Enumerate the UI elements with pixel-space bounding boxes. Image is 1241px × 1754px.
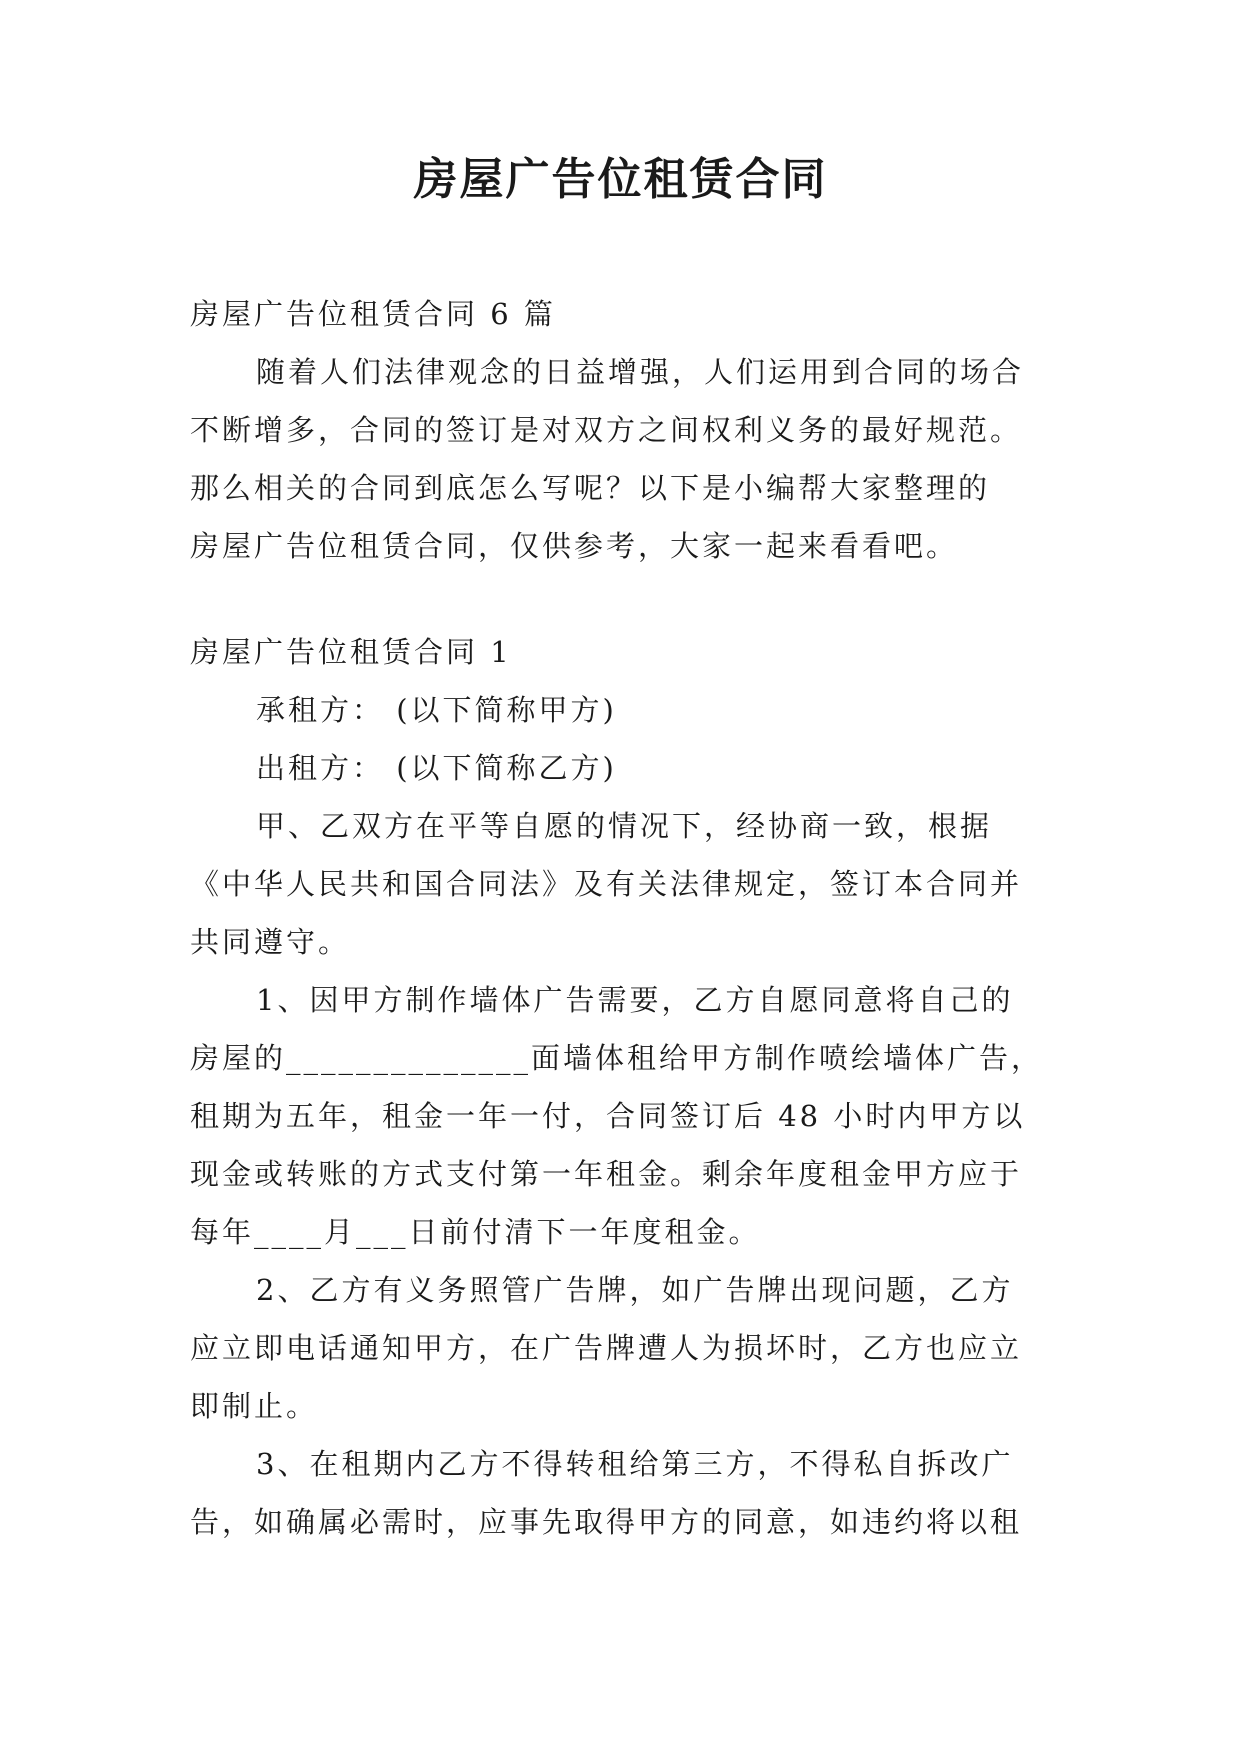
- paragraph-line: 即制止。: [190, 1389, 319, 1423]
- paragraph-line: 告，如确属必需时，应事先取得甲方的同意，如违约将以租: [190, 1505, 1023, 1539]
- paragraph-line: 2、乙方有义务照管广告牌，如广告牌出现问题，乙方: [256, 1273, 1014, 1307]
- document-title: 房屋广告位租赁合同: [413, 154, 828, 205]
- paragraph-line: 每年____月___日前付清下一年度租金。: [190, 1215, 761, 1249]
- paragraph-line: 共同遵守。: [190, 925, 351, 959]
- lessor-line: 出租方： (以下简称乙方): [256, 751, 617, 785]
- paragraph-line: 甲、乙双方在平等自愿的情况下，经协商一致，根据: [256, 809, 993, 843]
- paragraph-line: 租期为五年，租金一年一付，合同签订后 48 小时内甲方以: [190, 1099, 1026, 1133]
- intro-paragraph: [190, 343, 1060, 575]
- paragraph-line: 现金或转账的方式支付第一年租金。剩余年度租金甲方应于: [190, 1157, 1023, 1191]
- clause-3: [190, 1435, 1060, 1551]
- section-heading: 房屋广告位租赁合同 1: [190, 635, 512, 669]
- paragraph-line: 3、在租期内乙方不得转租给第三方，不得私自拆改广: [256, 1447, 1014, 1481]
- paragraph-line: 房屋的______________面墙体租给甲方制作喷绘墙体广告，: [190, 1041, 1044, 1075]
- paragraph-line: 不断增多，合同的签订是对双方之间权利义务的最好规范。: [190, 413, 1023, 447]
- lessee-line: 承租方： (以下简称甲方): [256, 693, 617, 727]
- paragraph-line: 《中华人民共和国合同法》及有关法律规定，签订本合同并: [190, 867, 1023, 901]
- clause-2: [190, 1261, 1060, 1435]
- clause-1: [190, 971, 1060, 1261]
- document-subtitle: 房屋广告位租赁合同 6 篇: [190, 297, 556, 331]
- paragraph-line: 应立即电话通知甲方，在广告牌遭人为损坏时，乙方也应立: [190, 1331, 1023, 1365]
- document-body: [190, 285, 1060, 1551]
- section-spacer: [190, 575, 1060, 623]
- paragraph-line: 那么相关的合同到底怎么写呢？以下是小编帮大家整理的: [190, 471, 991, 505]
- preamble-paragraph: [190, 797, 1060, 971]
- paragraph-line: 随着人们法律观念的日益增强，人们运用到合同的场合: [256, 355, 1025, 389]
- paragraph-line: 1、因甲方制作墙体广告需要，乙方自愿同意将自己的: [256, 983, 1014, 1017]
- paragraph-line: 房屋广告位租赁合同，仅供参考，大家一起来看看吧。: [190, 529, 959, 563]
